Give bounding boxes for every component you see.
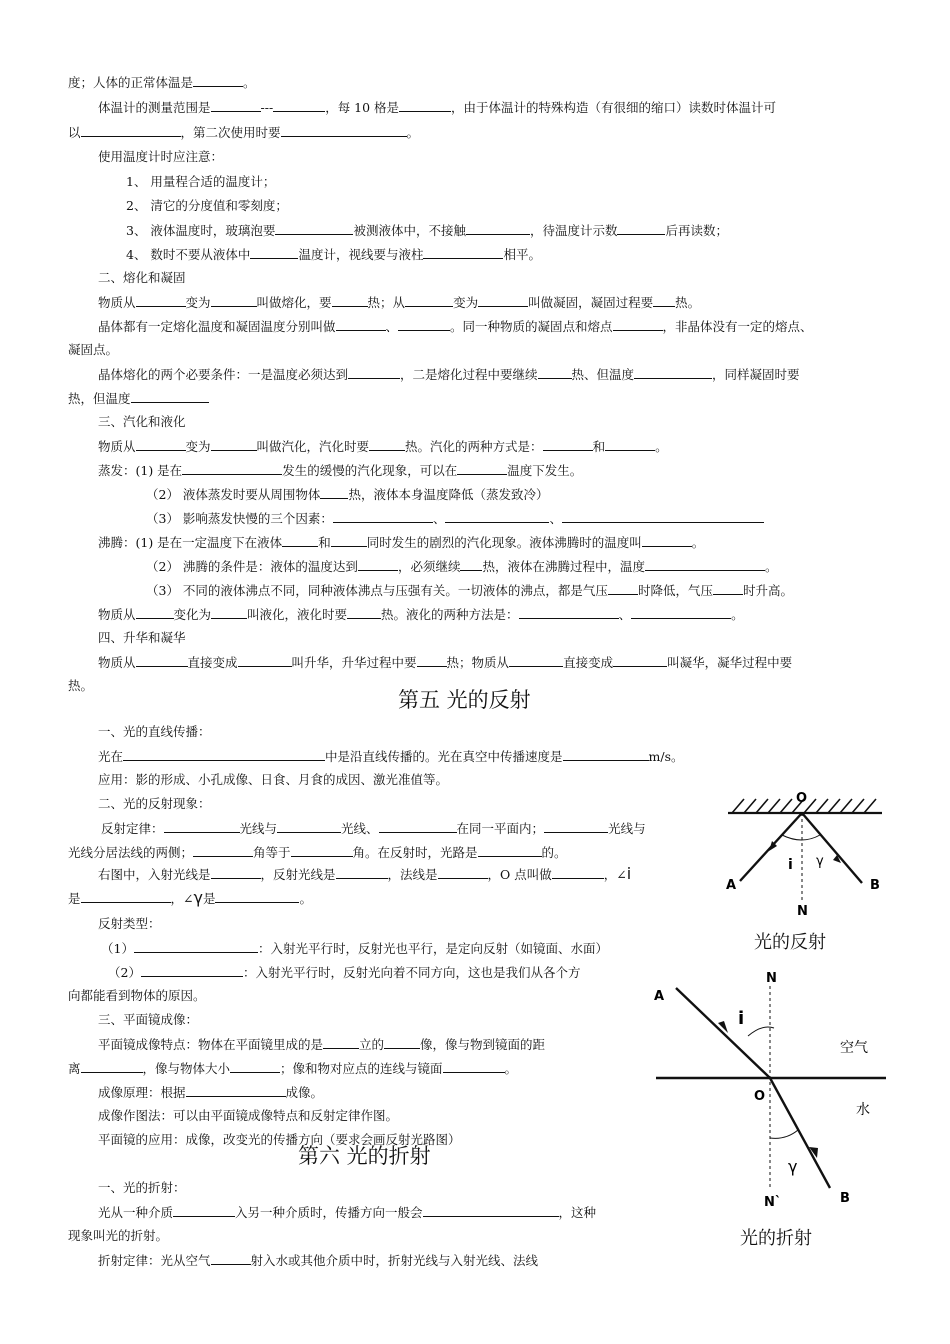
blank [211,99,261,112]
text-line [68,124,419,141]
label-b: B [870,878,880,893]
label-n-prime: N` [764,1195,782,1210]
blank [443,1060,505,1073]
text: 热；物质从 [446,655,510,670]
blank [358,558,398,571]
blank [123,748,325,761]
text: 射入水或其他介质中时，折射光线与入射光线、法线 [250,1253,539,1268]
text: ，必须继续 [397,559,461,574]
blank [281,124,407,137]
text: 物质从 [98,295,136,310]
blank [211,294,257,307]
text: 度；人体的正常体温是 [68,75,194,90]
label-air: 空气 [840,1040,868,1056]
text: ：入射光平行时，反射光也平行，是定向反射（如镜面、水面） [257,941,608,956]
label-o: O [754,1089,766,1104]
text: 。 [655,439,668,454]
text: 和 [318,535,331,550]
text: 热。汽化的两种方式是： [405,439,543,454]
text-line [98,1084,323,1101]
text: 立的 [359,1037,385,1052]
text: 热，液体本身温度降低（蒸发致冷） [348,487,549,502]
text: 热、但温度 [571,367,635,382]
blank [417,654,447,667]
text: 物质从 [98,655,136,670]
text: 。 [691,535,705,550]
blank [277,820,341,833]
text-line [68,890,312,907]
blank [398,318,450,331]
reflected-ray [802,813,862,883]
blank [423,246,503,259]
text-line: 成像作图法：可以由平面镜成像特点和反射定律作图。 [98,1108,399,1123]
text: ，∠ [170,891,194,906]
text: 平面镜成像特点：物体在平面镜里成的是 [98,1037,324,1052]
text: 成像原理：根据 [98,1085,186,1100]
blank [642,534,692,547]
text: （2） 沸腾的条件是：液体的温度达到 [146,559,358,574]
text: 同时发生的剧烈的汽化现象。液体沸腾时的温度叫 [366,535,642,550]
text-line [98,366,800,383]
text: ，由于体温计的特殊构造（有很细的缩口）读数时体温计可 [451,100,777,115]
text: 中是沿直线传播的。光在真空中传播速度是 [325,749,563,764]
blank [563,748,649,761]
blank [544,820,608,833]
text-line [98,318,813,335]
blank [250,246,298,259]
text: 角等于 [253,845,291,860]
blank [348,366,400,379]
text-line: 应用：影的形成、小孔成像、日食、月食的成因、激光准值等。 [98,772,449,787]
text: 热；从 [367,295,406,310]
text: 物质从 [98,607,136,622]
text: 直接变成 [563,655,614,670]
section-heading: 二、熔化和凝固 [98,270,186,285]
text: （3） 不同的液体沸点不同，同种液体沸点与压强有关。一切液体的沸点，都是气压 [146,583,608,598]
text-line [98,462,582,479]
text: （2） 液体蒸发时要从周围物体 [146,487,321,502]
text: 热。 [675,295,701,310]
text: ，∠ [603,867,627,882]
blank [173,1204,235,1217]
text-line [98,1204,596,1221]
blank [336,866,388,879]
blank [405,294,453,307]
blank [211,866,261,879]
text: 光在 [98,749,124,764]
text: 3、 液体温度时，玻璃泡要 [126,223,276,238]
text-line [146,582,793,599]
blank [519,606,619,619]
text-line [98,438,668,455]
text: 是 [68,891,81,906]
blank [141,964,243,977]
text-line [98,748,684,765]
text: ，二是熔化过程中要继续 [400,367,538,382]
blank [134,940,258,953]
text: ，每 10 格是 [325,100,400,115]
text-line [101,820,646,837]
text-line [146,510,764,527]
chapter-title-refraction: 第六 光的折射 [298,1144,431,1168]
text: 叫做熔化，要 [256,295,332,310]
text-line [98,294,700,311]
text: ，反射光线是 [260,867,336,882]
section-heading: 三、汽化和液化 [98,414,186,429]
text: 叫凝华，凝华过程中要 [667,655,793,670]
text: 4、 数时不要从液体中 [126,247,251,262]
text: ，法线是 [387,867,438,882]
refracted-ray [770,1078,830,1188]
text: ，待温度计示数 [529,223,618,238]
text-line [68,74,256,91]
section-heading: 一、光的折射： [98,1180,186,1195]
text: 叫做凝固，凝固过程要 [528,295,654,310]
text: 沸腾：(1) 是在一定温度下在液体 [98,535,283,550]
text-line [146,558,777,575]
blank [193,74,243,87]
text-line [101,940,608,957]
label-n: N [766,971,777,986]
blank [613,318,663,331]
blank [136,438,186,451]
blank [478,844,542,857]
text: 时降低，气压 [637,583,713,598]
text: 。同一种物质的凝固点和熔点 [450,319,613,334]
text: 晶体都有一定熔化温度和凝固温度分别叫做 [98,319,336,334]
blank [291,844,353,857]
label-n: N [797,904,808,919]
blank [445,510,549,523]
text: 变为 [185,295,211,310]
text: 叫升华，升华过程中要 [291,655,417,670]
text: 相平。 [503,247,541,262]
blank [713,582,743,595]
text: 反射定律： [101,821,164,836]
blank [613,654,667,667]
blank [136,654,188,667]
angle-arc [782,835,820,840]
label-gamma: γ [788,1157,798,1176]
text-line [98,1252,538,1269]
text-line [98,534,704,551]
section-heading: 三、平面镜成像： [98,1012,199,1027]
text: 、 [618,607,632,622]
blank [81,890,171,903]
text-line [126,222,728,239]
blank [369,438,405,451]
text-line: 向都能看到物体的原因。 [68,988,206,1003]
section-heading: 一、光的直线传播： [98,724,211,739]
text: 。 [406,125,420,140]
blank [538,366,572,379]
blank [457,462,507,475]
blank [182,462,282,475]
blank [552,866,604,879]
text: （2） [108,965,141,980]
blank [608,582,638,595]
angle-gamma-symbol: γ [193,888,203,907]
blank [211,1252,251,1265]
blank [438,866,488,879]
blank [631,606,731,619]
text: 叫液化，液化时要 [247,607,348,622]
blank [164,820,240,833]
text: ：入射光平行时，反射光向着不同方向，这也是我们从各个方 [242,965,581,980]
text: 。 [764,559,778,574]
blank [347,606,381,619]
label-b: B [840,1191,850,1206]
text: 离 [68,1061,81,1076]
text: 物质从 [98,439,136,454]
text: （3） 影响蒸发快慢的三个因素： [146,511,333,526]
text-line [98,1036,545,1053]
blank [275,222,353,235]
text-line [146,486,548,503]
blank [562,510,764,523]
text: ；像和物对应点的连线与镜面 [280,1061,443,1076]
text: 光从一种介质 [98,1205,174,1220]
text: 成像。 [285,1085,324,1100]
label-a: A [726,878,737,893]
text: 在同一平面内； [456,821,545,836]
text: 、 [549,511,562,526]
text: 叫做汽化，汽化时要 [256,439,370,454]
blank [211,606,247,619]
text: 变化为 [173,607,212,622]
blank [605,438,655,451]
blank [653,294,675,307]
text: ，像与物体大小 [142,1061,231,1076]
text-line [98,654,792,671]
blank [460,558,482,571]
text-line [68,844,567,861]
text-line [98,99,776,116]
blank [211,438,257,451]
text: ，非晶体没有一定的熔点、 [662,319,813,334]
text: 热。液化的两种方法是： [381,607,519,622]
text: 体温计的测量范围是 [98,100,211,115]
text: 。 [504,1061,518,1076]
label-gamma: γ [816,854,824,869]
chapter-title-reflection: 第五 光的反射 [398,688,531,712]
text: 时升高。 [742,583,793,598]
text: 是 [202,891,216,906]
text: 晶体熔化的两个必要条件：一是温度必须达到 [98,367,349,382]
section-heading: 四、升华和凝华 [98,630,186,645]
reflection-diagram [720,785,890,925]
text-line: 1、 用量程合适的温度计； [126,174,276,189]
text: 光线、 [341,821,379,836]
text-line: 使用温度计时应注意： [98,149,224,164]
blank [136,294,186,307]
blank [379,820,457,833]
text: 的。 [541,845,567,860]
blank [282,534,318,547]
text-line: 凝固点。 [68,342,119,357]
blank [634,366,712,379]
text: ，这种 [558,1205,597,1220]
refraction-caption: 光的折射 [740,1228,812,1249]
blank [423,1204,559,1217]
incident-ray [676,988,770,1078]
label-o: O [796,791,808,806]
text: 像，像与物到镜面的距 [420,1037,546,1052]
text: 后再读数； [665,223,728,238]
blank [81,124,181,137]
blank [323,1036,359,1049]
blank [384,1036,420,1049]
blank [273,99,325,112]
text: 变为 [185,439,211,454]
text-line [68,1060,517,1077]
text: 、 [385,319,399,334]
text-line [108,964,580,981]
blank [81,1060,143,1073]
blank [230,1060,280,1073]
reflection-caption: 光的反射 [754,932,826,953]
label-a: A [654,989,665,1004]
text: 温度计，视线要与液柱 [298,247,424,262]
blank [399,99,451,112]
text: 折射定律：光从空气 [98,1253,211,1268]
blank [478,294,528,307]
text: 光线分居法线的两侧； [68,845,194,860]
text-line [98,866,631,883]
text: 光线与 [608,821,646,836]
blank [466,222,530,235]
text: 温度下发生。 [507,463,583,478]
angle-i-symbol: i [626,864,632,883]
text: 和 [592,439,606,454]
text-line [68,390,209,407]
text-line [126,246,541,263]
refraction-diagram [650,970,890,1210]
blank [509,654,563,667]
text: --- [260,100,274,115]
text: 、 [432,511,446,526]
text: （1） [101,941,134,956]
text: 右图中，入射光线是 [98,867,211,882]
blank [617,222,665,235]
blank [186,1084,286,1097]
text-line: 现象叫光的折射。 [68,1228,169,1243]
text: 。 [243,75,256,90]
text: 蒸发：(1) 是在 [98,463,183,478]
blank [331,534,367,547]
blank [333,510,433,523]
blank [215,890,299,903]
text: 以 [68,125,81,140]
blank [193,844,253,857]
blank [131,390,209,403]
blank [136,606,174,619]
blank [336,318,386,331]
text: 被测液体中，不接触 [353,223,466,238]
text: 直接变成 [187,655,238,670]
text-line [98,606,744,623]
text: ，第二次使用时要 [180,125,281,140]
text: 。 [299,891,312,906]
text: ，同样凝固时要 [712,367,800,382]
text-line: 热。 [68,678,94,693]
blank [332,294,368,307]
text: 热，但温度 [68,391,131,406]
section-heading: 二、光的反射现象： [98,796,211,811]
label-i: i [788,857,793,873]
text-line: 平面镜的应用：成像，改变光的传播方向（要求会画反射光路图） [98,1132,461,1147]
label-water: 水 [856,1102,870,1118]
blank [238,654,292,667]
text: 变为 [453,295,479,310]
text-line: 反射类型： [98,916,161,931]
refraction-arc [770,1130,798,1138]
label-i: i [738,1008,745,1029]
blank [645,558,765,571]
text: 。 [731,607,744,622]
text: m/s。 [648,749,684,764]
text: 角。在反射时，光路是 [352,845,478,860]
blank [543,438,593,451]
text-line: 2、 清它的分度值和零刻度； [126,198,288,213]
text: 入另一种介质时，传播方向一般会 [235,1205,423,1220]
text: 光线与 [239,821,278,836]
text: 发生的缓慢的汽化现象，可以在 [282,463,458,478]
blank [320,486,348,499]
text: 热，液体在沸腾过程中，温度 [482,559,645,574]
text: ，O 点叫做 [487,867,552,882]
